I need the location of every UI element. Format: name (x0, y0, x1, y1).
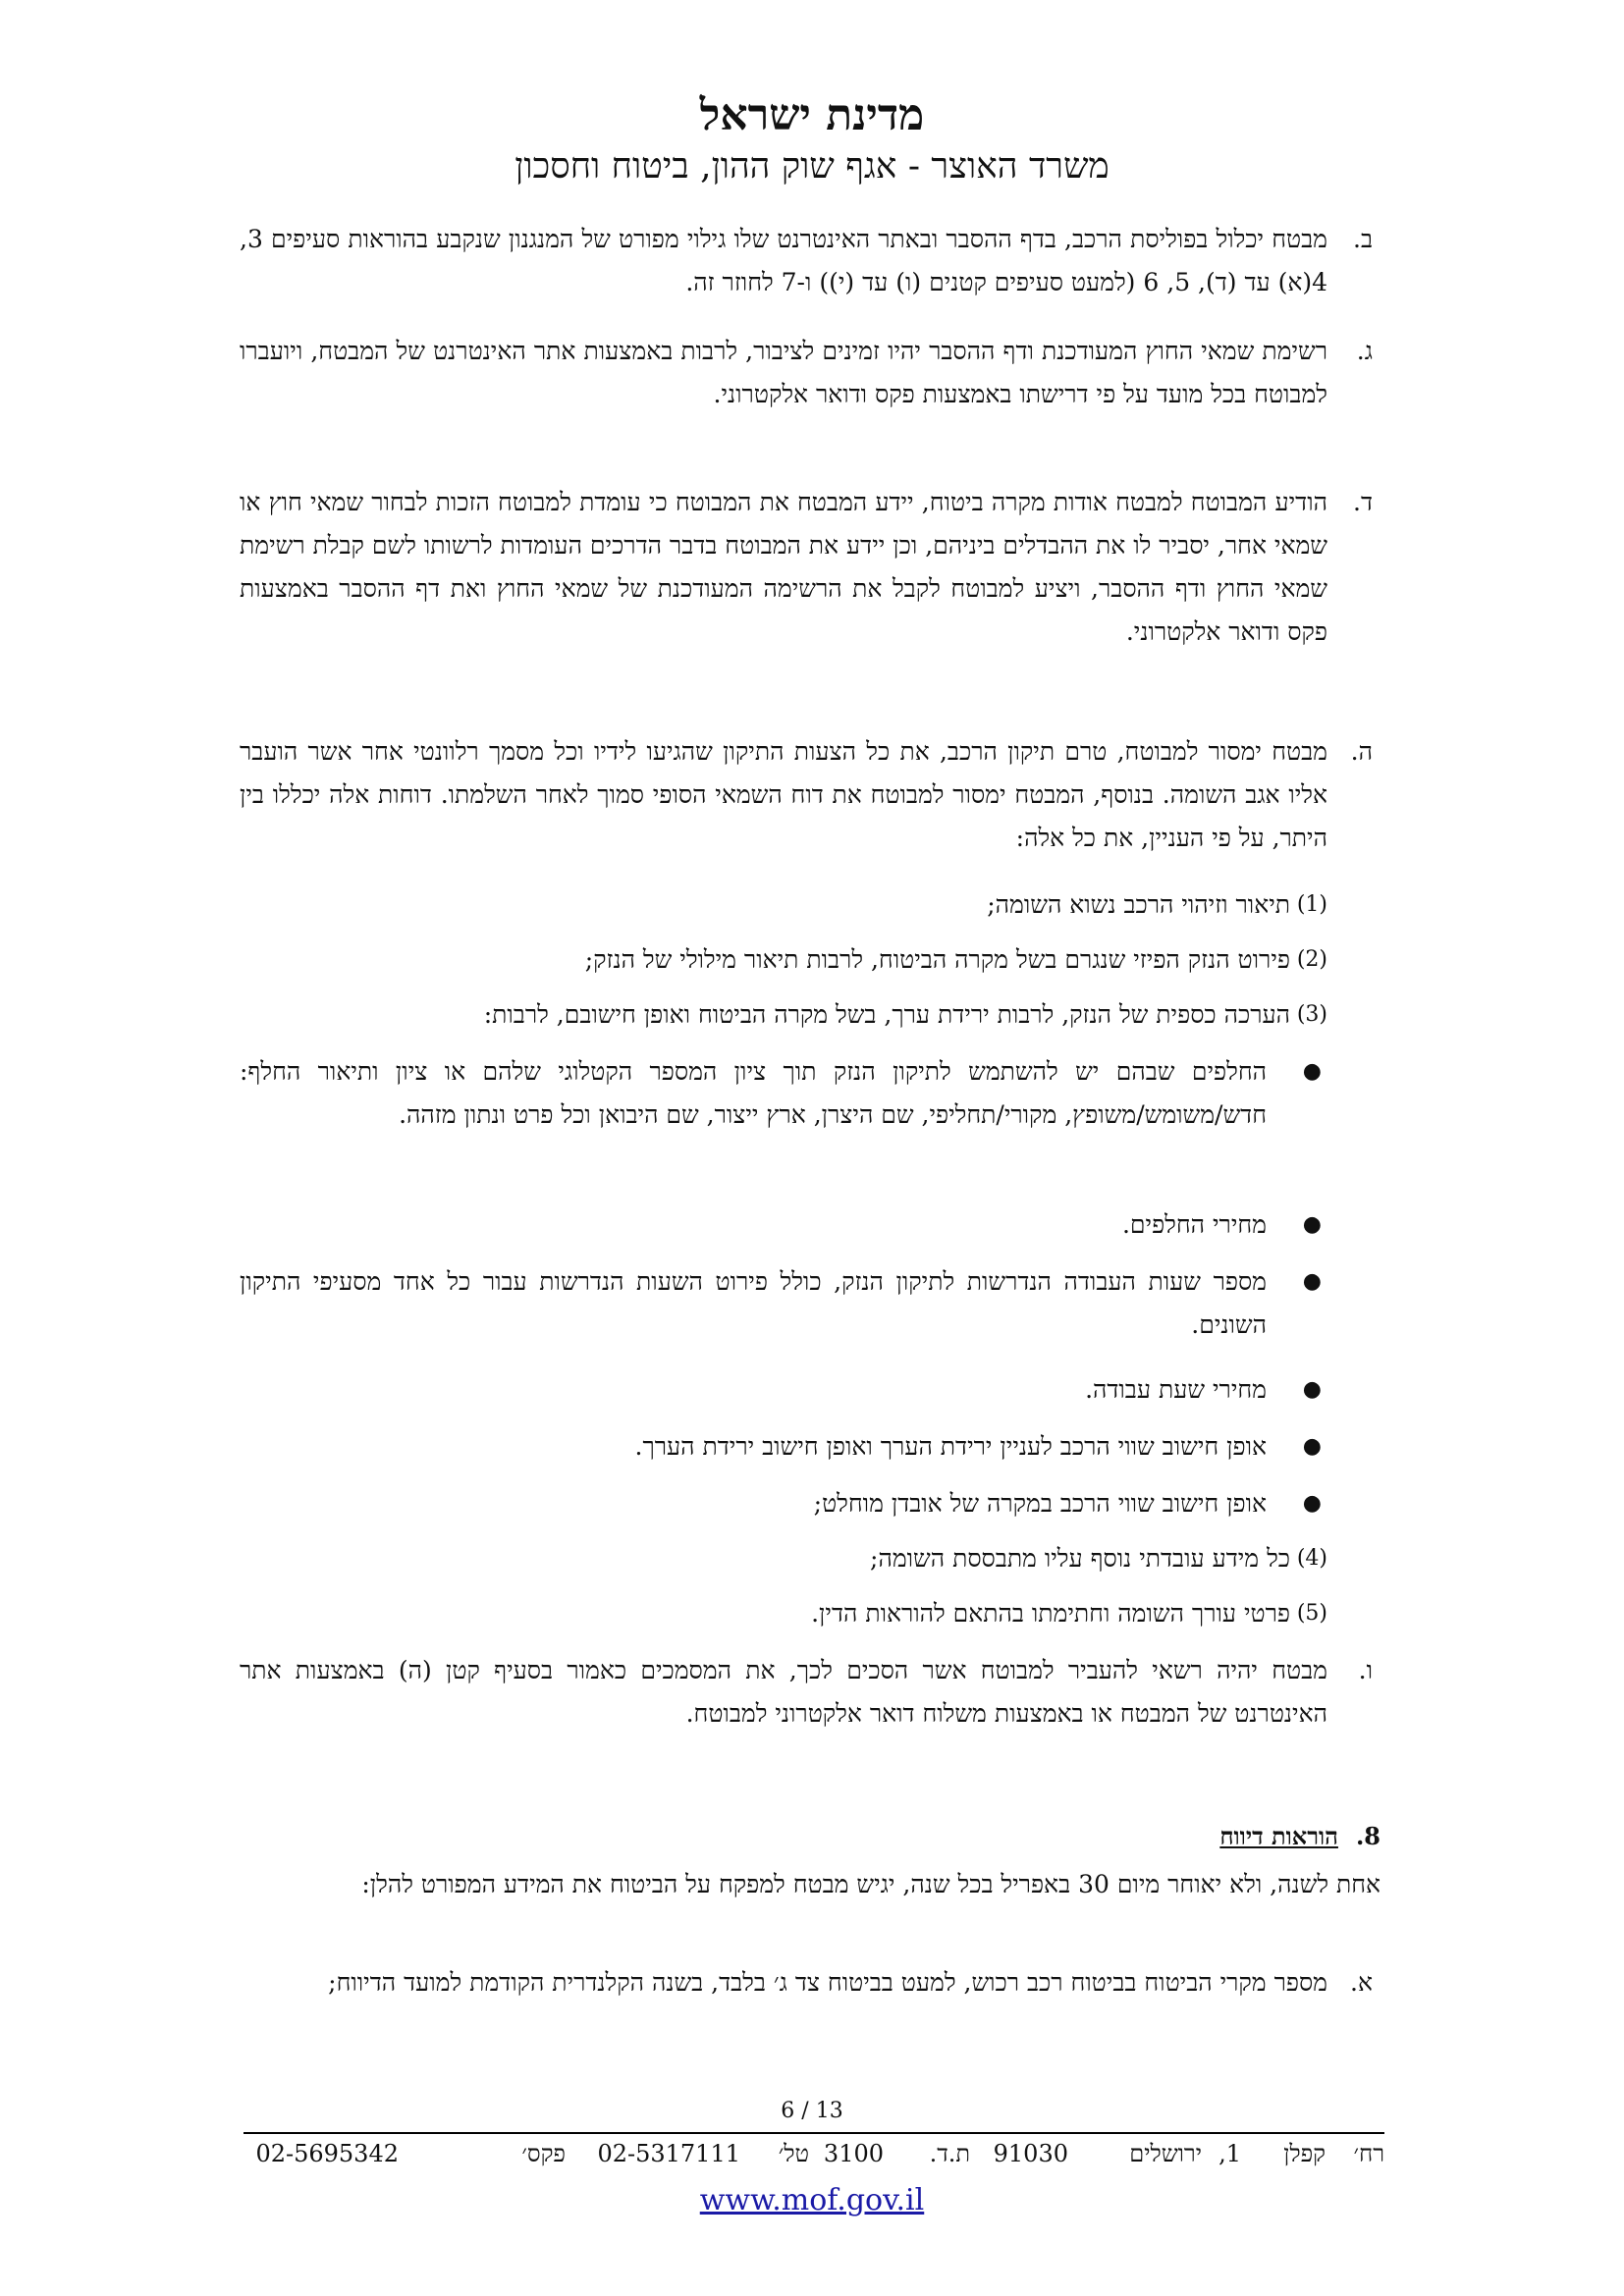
bullet-item (240, 1368, 1327, 1412)
bullet-text: מחירי שעת עבודה. (1085, 1375, 1267, 1404)
page-number: 6 / 13 (781, 2099, 843, 2123)
clause-text: רשימת שמאי החוץ המעודכנת ודף ההסבר יהיו זמינים לציבור, לרבות באמצעות אתר האינטרנט של המבטח, ויועברו למבוטח בכל מועד על פי דרישתו באמצעות פקס ודואר אלקטרוני. (240, 337, 1327, 408)
address-part: פקס׳ (521, 2140, 566, 2167)
bullet-item (240, 1203, 1327, 1247)
clause-label: ב. (1353, 225, 1373, 253)
section-heading (1219, 1822, 1380, 1851)
bullet-icon: ● (1302, 1212, 1322, 1237)
bullet-text: אופן חישוב שווי הרכב במקרה של אובדן מוחלט; (813, 1489, 1267, 1518)
subclause-text: תיאור וזיהוי הרכב נשוא השומה; (987, 890, 1290, 919)
bullet-icon: ● (1302, 1059, 1322, 1084)
footer-divider (244, 2132, 1384, 2134)
address-part: 02-5695342 (255, 2140, 399, 2167)
bullet-text: מספר שעות העבודה הנדרשות לתיקון הנזק, כולל פירוט השעות הנדרשות עבור כל אחד מסעיפי התיקון השונים. (240, 1267, 1267, 1339)
address-part: קפלן (1283, 2140, 1326, 2167)
subclause-text: פירוט הנזק הפיזי שנגרם בשל מקרה הביטוח, לרבות תיאור מילולי של הנזק; (584, 945, 1290, 974)
bullet-text: אופן חישוב שווי הרכב לעניין ירידת הערך ואופן חישוב ירידת הערך. (634, 1432, 1267, 1461)
clause-text: מבטח יהיה רשאי להעביר למבוטח אשר הסכים לכך, את המסמכים כאמור בסעיף קטן (ה) באמצעות אתר האינטרנט של המבטח או באמצעות משלוח דואר אלקטרוני למבוטח. (240, 1656, 1327, 1728)
address-part: 1, (1218, 2140, 1241, 2167)
clause-label: א. (1350, 1968, 1373, 1997)
address-part: טל׳ (778, 2140, 809, 2167)
subclause-1 (240, 883, 1327, 927)
clause-he (240, 730, 1380, 860)
clause-label: ו. (1358, 1656, 1373, 1684)
subclause-2 (240, 938, 1327, 982)
section-intro: אחת לשנה, ולא יאוחר מיום 30 באפריל בכל שנה, יגיש מבטח למפקח על הביטוח את המידע המפורט להלן: (361, 1870, 1380, 1898)
bullet-item (240, 1260, 1327, 1347)
subclause-label: (5) (1296, 1601, 1327, 1626)
subclause-label: (4) (1296, 1546, 1327, 1571)
bullet-icon: ● (1302, 1269, 1322, 1294)
website-link[interactable]: www.mof.gov.il (699, 2183, 925, 2217)
subclause-label: (1) (1296, 892, 1327, 917)
bullet-text: מחירי החלפים. (1121, 1210, 1267, 1239)
section-title: הוראות דיווח (1219, 1822, 1338, 1850)
bullet-item (240, 1425, 1327, 1468)
subclause-text: פרטי עורך השומה וחתימתו בהתאם להוראות הדין. (811, 1599, 1290, 1628)
address-part: 3100 (823, 2140, 884, 2167)
subclause-text: כל מידע עובדתי נוסף עליו מתבססת השומה; (870, 1544, 1290, 1573)
address-part: 02-5317111 (597, 2140, 740, 2167)
clause-label: ג. (1356, 337, 1373, 365)
clause-vav (240, 1649, 1380, 1735)
bullet-icon: ● (1302, 1491, 1322, 1516)
clause-text: מבטח יכלול בפוליסת הרכב, בדף ההסבר ובאתר האינטרנט שלו גילוי מפורט של המנגנון שנקבע בהוראות סעיפים 3, 4(א) עד (ד), 5, 6 (למעט סעיפים קטנים (ו) עד (י)) ו-7 לחוזר זה. (240, 225, 1327, 296)
subclause-label: (2) (1296, 947, 1327, 972)
subclause-text: הערכה כספית של הנזק, לרבות ירידת ערך, בשל מקרה הביטוח ואופן חישובם, לרבות: (483, 1000, 1290, 1029)
clause-gimel (240, 330, 1380, 416)
clause-text: מספר מקרי הביטוח בביטוח רכב רכוש, למעט בביטוח צד ג׳ בלבד, בשנה הקלנדרית הקודמת למועד הדיווח; (328, 1968, 1327, 1997)
subclause-5 (240, 1592, 1327, 1635)
clause-alef (240, 1961, 1380, 2004)
section-number: 8. (1355, 1822, 1380, 1850)
header-ministry: משרד האוצר - אגף שוק ההון, ביטוח וחסכון (514, 146, 1110, 187)
subclause-4 (240, 1537, 1327, 1580)
bullet-icon: ● (1302, 1377, 1322, 1402)
address-part: 91030 (993, 2140, 1068, 2167)
subclause-label: (3) (1296, 1002, 1327, 1027)
address-part: רח׳ (1353, 2140, 1384, 2167)
bullet-icon: ● (1302, 1434, 1322, 1459)
address-part: ת.ד. (929, 2140, 970, 2167)
address-part: ירושלים (1129, 2140, 1202, 2167)
clause-bet (240, 218, 1380, 304)
clause-text: מבטח ימסור למבוטח, טרם תיקון הרכב, את כל הצעות התיקון שהגיעו לידיו וכל מסמך רלוונטי אחר אשר הועבר אליו אגב השומה. בנוסף, המבטח ימסור למבוטח את דוח השמאי הסופי סמוך לאחר השלמתו. דוחות אלה יכללו בין היתר, על פי העניין, את כל אלה: (240, 737, 1327, 852)
clause-dalet (240, 481, 1380, 654)
bullet-text: החלפים שבהם יש להשתמש לתיקון הנזק תוך ציון המספר הקטלוגי שלהם או ציון ותיאור החלף: חדש/משומש/משופץ, מקורי/תחליפי, שם היצרן, ארץ ייצור, שם היבואן וכל פרט ונתון מזהה. (240, 1057, 1267, 1129)
subclause-3 (240, 993, 1327, 1037)
clause-label: ה. (1350, 737, 1373, 766)
clause-text: הודיע המבוטח למבטח אודות מקרה ביטוח, יידע המבטח את המבוטח כי עומדת למבוטח הזכות לבחור שמאי חוץ או שמאי אחר, יסביר לו את ההבדלים ביניהם, וכן יידע את המבוטח בדבר הדרכים העומדות לרשותו לשם קבלת רשימת שמאי החוץ ודף ההסבר, ויציע למבוטח לקבל את הרשימה המעודכנת של שמאי החוץ ואת דף ההסבר באמצעות פקס ודואר אלקטרוני. (240, 488, 1327, 646)
clause-label: ד. (1353, 488, 1373, 516)
header-state: מדינת ישראל (699, 90, 925, 140)
bullet-item (240, 1050, 1327, 1137)
bullet-item (240, 1482, 1327, 1525)
